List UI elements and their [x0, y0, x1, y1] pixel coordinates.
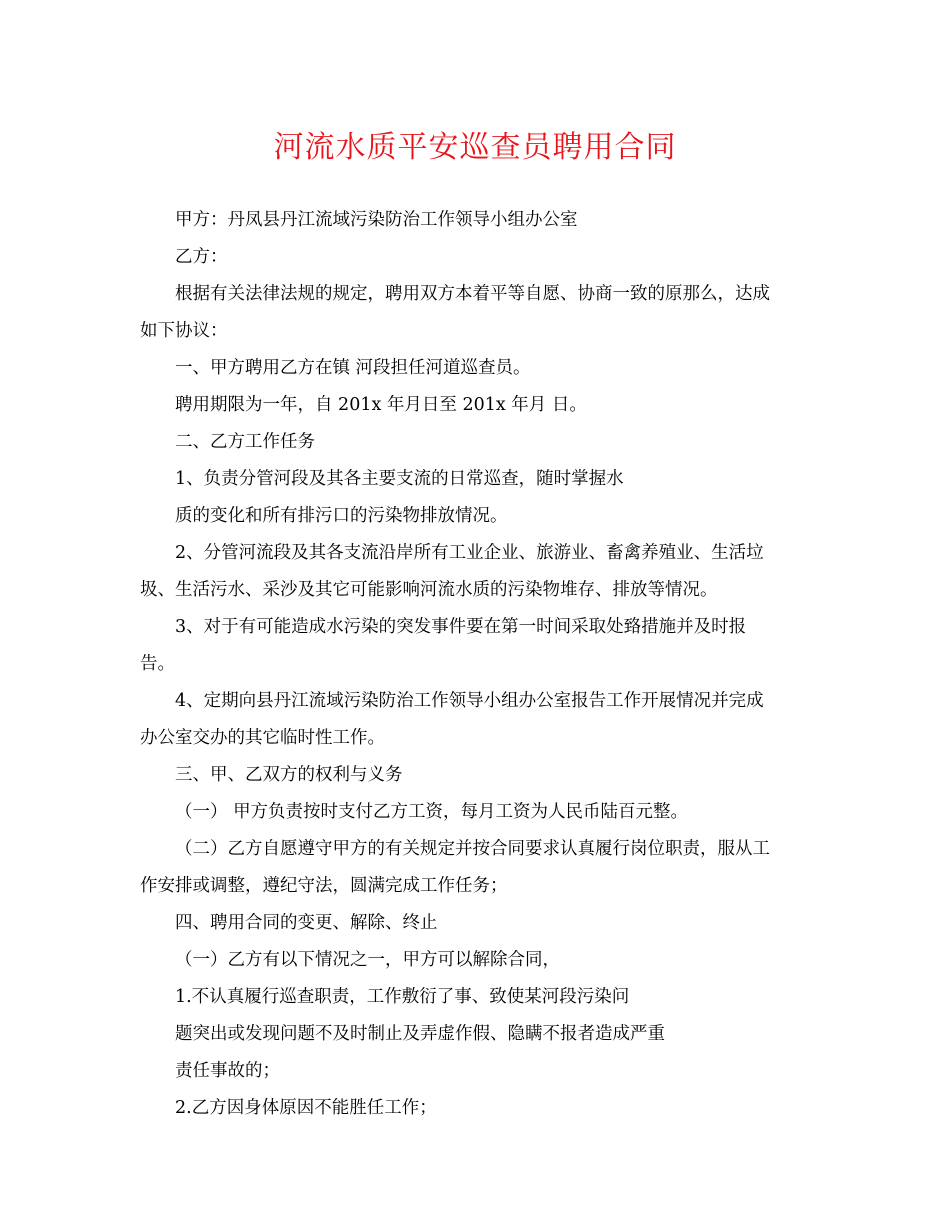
section-4-heading: 四、聘用合同的变更、解除、终止 [175, 913, 438, 933]
task-2-line-2: 圾、生活污水、采沙及其它可能影响河流水质的污染物堆存、排放等情况。 [140, 580, 718, 600]
task-2-line-1: 2、分管河流段及其各支流沿岸所有工业企业、旅游业、畜禽养殖业、生活垃 [175, 543, 764, 563]
party-b-line: 乙方： [175, 247, 228, 267]
document-body [140, 202, 812, 1127]
termination-item-1-line-1: 1.不认真履行巡查职责，工作敷衍了事、致使某河段污染问 [175, 987, 630, 1007]
task-4-line-2: 办公室交办的其它临时性工作。 [140, 728, 385, 748]
task-3-line-2: 告。 [140, 654, 175, 674]
task-1-line-1: 1、负责分管河段及其各主要支流的日常巡查，随时掌握水 [175, 469, 624, 489]
task-4-line-1: 4、定期向县丹江流域污染防治工作领导小组办公室报告工作开展情况并完成 [175, 691, 764, 711]
term-line: 聘用期限为一年，自 201x 年月日至 201x 年月 日。 [175, 395, 587, 415]
rights-1-line: （一） 甲方负责按时支付乙方工资，每月工资为人民币陆百元整。 [175, 802, 689, 822]
clause-1-line: 一、甲方聘用乙方在镇 河段担任河道巡查员。 [175, 358, 531, 378]
termination-1-line: （一）乙方有以下情况之一，甲方可以解除合同， [175, 950, 560, 970]
termination-item-2-line: 2.乙方因身体原因不能胜任工作； [175, 1098, 437, 1118]
rights-2-line-2: 作安排或调整，遵纪守法，圆满完成工作任务； [140, 876, 508, 896]
section-3-heading: 三、甲、乙双方的权利与义务 [175, 765, 403, 785]
rights-2-line-1: （二）乙方自愿遵守甲方的有关规定并按合同要求认真履行岗位职责，服从工 [175, 839, 770, 859]
termination-item-1-line-3: 责任事故的； [175, 1061, 280, 1081]
document-title: 河流水质平安巡查员聘用合同 [273, 130, 677, 165]
task-3-line-1: 3、对于有可能造成水污染的突发事件要在第一时间采取处臵措施并及时报 [175, 617, 747, 637]
task-1-line-2: 质的变化和所有排污口的污染物排放情况。 [175, 506, 508, 526]
party-a-line: 甲方：丹凤县丹江流域污染防治工作领导小组办公室 [175, 210, 578, 230]
termination-item-1-line-2: 题突出或发现问题不及时制止及弄虚作假、隐瞒不报者造成严重 [175, 1024, 665, 1044]
preamble-line-2: 如下协议： [140, 321, 228, 341]
preamble-line-1: 根据有关法律法规的规定，聘用双方本着平等自愿、协商一致的原那么，达成 [175, 284, 770, 304]
section-2-heading: 二、乙方工作任务 [175, 432, 315, 452]
